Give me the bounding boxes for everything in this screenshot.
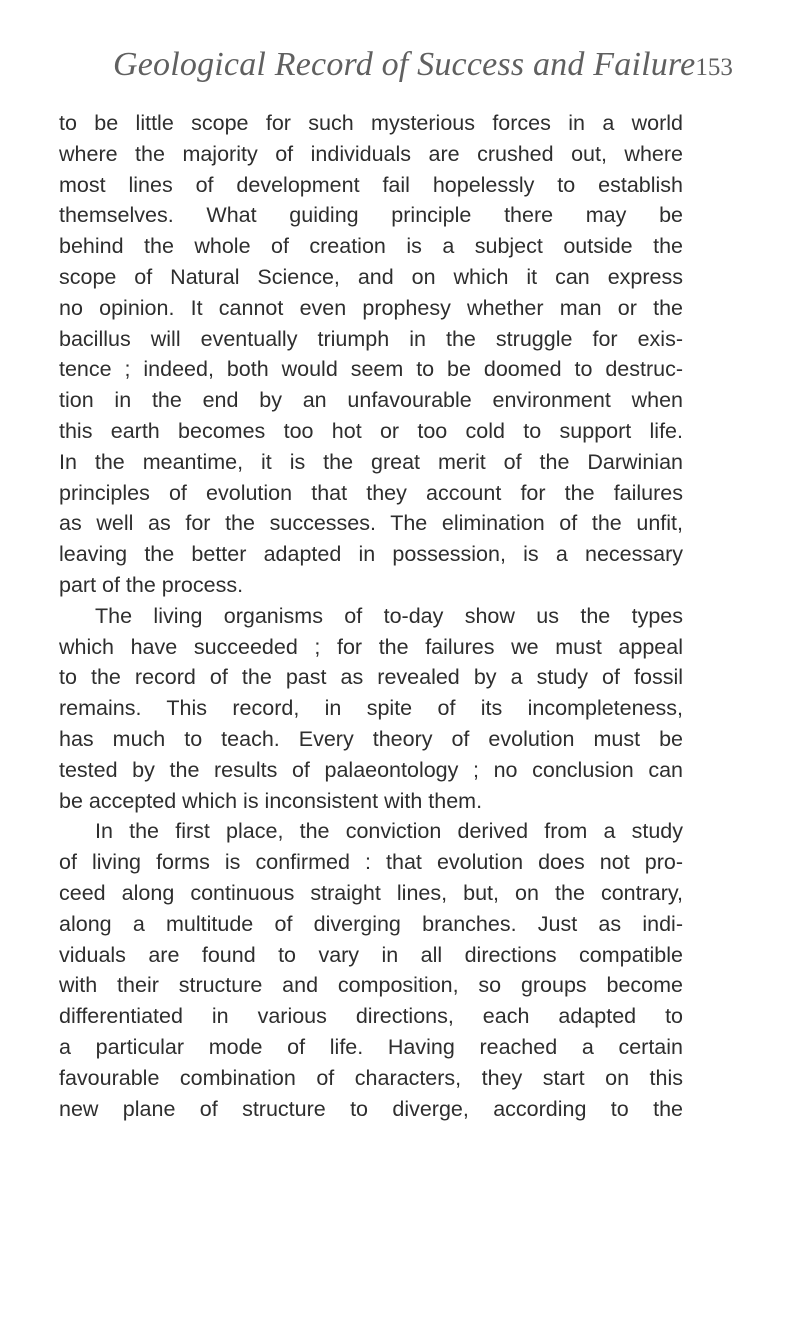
text-line: differentiated in various directions, each adapted to	[59, 1004, 683, 1029]
text-line: In the meantime, it is the great merit of the Darwinian	[59, 449, 683, 474]
text-line: tested by the results of palaeontology ; no conclusion can	[59, 757, 683, 782]
text-line: with their structure and composition, so groups become	[59, 973, 683, 998]
text-line: leaving the better adapted in possession, is a necessary	[59, 542, 683, 567]
text-line: a particular mode of life. Having reached a certain	[59, 1034, 683, 1059]
text-line: part of the process.	[59, 572, 244, 597]
text-line: bacillus will eventually triumph in the struggle for exis-	[59, 326, 683, 351]
text-line: tence ; indeed, both would seem to be doomed to destruc-	[59, 357, 683, 382]
text-line: along a multitude of diverging branches. Just as indi-	[59, 911, 683, 936]
text-line: be accepted which is inconsistent with them.	[59, 788, 483, 813]
text-line: themselves. What guiding principle there may be	[59, 203, 683, 228]
text-line: new plane of structure to diverge, according to the	[59, 1096, 683, 1121]
text-line: favourable combination of characters, they start on this	[59, 1065, 683, 1090]
text-body	[59, 108, 683, 1124]
text-line: which have succeeded ; for the failures we must appeal	[59, 634, 683, 659]
running-title: Geological Record of Success and Failure	[113, 46, 696, 83]
text-line: tion in the end by an unfavourable environment when	[59, 388, 683, 413]
text-line: to the record of the past as revealed by a study of fossil	[59, 665, 683, 690]
text-line: where the majority of individuals are crushed out, where	[59, 141, 683, 166]
text-line: behind the whole of creation is a subject outside the	[59, 234, 683, 259]
text-line: In the first place, the conviction derived from a study	[95, 819, 683, 844]
text-line: viduals are found to vary in all directions compatible	[59, 942, 683, 967]
text-line: principles of evolution that they account for the failures	[59, 480, 683, 505]
text-line: ceed along continuous straight lines, but, on the contrary,	[59, 880, 683, 905]
text-line: as well as for the successes. The elimination of the unfit,	[59, 511, 683, 536]
page-number: 153	[695, 54, 733, 81]
text-line: no opinion. It cannot even prophesy whether man or the	[59, 295, 683, 320]
text-line: remains. This record, in spite of its incompleteness,	[59, 696, 683, 721]
text-line: most lines of development fail hopelessly to establish	[59, 172, 683, 197]
text-line: of living forms is confirmed : that evolution does not pro-	[59, 850, 683, 875]
text-line: to be little scope for such mysterious forces in a world	[59, 111, 683, 135]
text-line: The living organisms of to-day show us the types	[95, 603, 683, 628]
running-head	[113, 46, 733, 102]
text-line: has much to teach. Every theory of evolution must be	[59, 726, 683, 751]
text-line: this earth becomes too hot or too cold to support life.	[59, 418, 683, 443]
text-line: scope of Natural Science, and on which it can express	[59, 264, 683, 289]
